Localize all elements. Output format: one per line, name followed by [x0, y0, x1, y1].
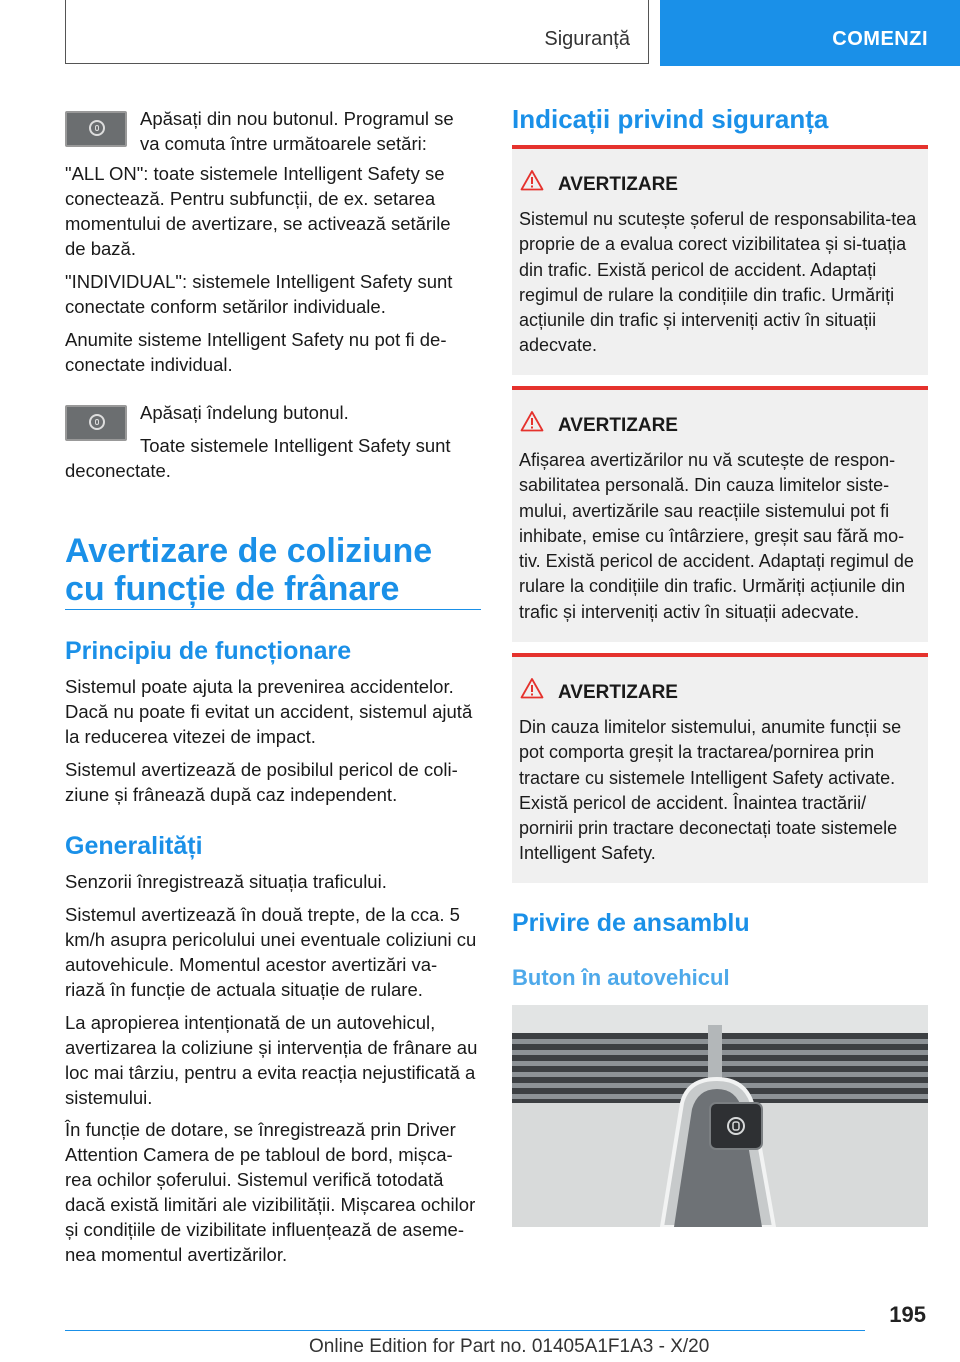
heading-rule	[65, 609, 481, 610]
section-heading: Avertizare de coliziune cu funcție de frânare	[65, 532, 433, 608]
paragraph: La apropierea intenționată de un autovehicul, avertizarea la coliziune și intervenția de frânare au loc mai târziu, pentru a evita reacția nejustificată a sistemului.	[65, 1012, 478, 1108]
warning-text: Afișarea avertizărilor nu vă scutește de respon-sabilitatea personală. Din cauza limitelor siste-mului, avertizările sau reacțiile sistemului pot fi inhibate, emise cu întârziere, greșit sau fără mo-tiv. Există pericol de accident. Adaptați regimul de rulare la condițiile din trafic. Urmăriți acțiunile din trafic și interveniți activ în situații adecvate.	[519, 450, 914, 622]
paragraph: "INDIVIDUAL": sistemele Intelligent Safety sunt conectate conform setărilor individuale.	[65, 271, 453, 317]
page-header	[0, 0, 960, 66]
paragraph: "ALL ON": toate sistemele Intelligent Safety se conectează. Pentru subfuncții, de ex. setarea momentului de avertizare, se activează setările de bază.	[65, 163, 451, 259]
warning-text: Sistemul nu scutește șoferul de responsabilita-tea proprie de a evalua corect vizibilitatea și si-tuația din trafic. Există pericol de accident. Adaptați regimul de rulare la condițiile din trafic. Urmăriți acțiunile din trafic și interveniți activ în situații adecvate.	[519, 209, 917, 356]
paragraph: Senzorii înregistrează situația traficului.	[65, 871, 387, 892]
warning-box	[512, 653, 928, 883]
paragraph: Anumite sisteme Intelligent Safety nu pot fi de-conectate individual.	[65, 329, 447, 375]
warning-title: AVERTIZARE	[558, 415, 678, 436]
footer-edition: Online Edition for Part no. 01405A1F1A3 - X/20	[309, 1336, 710, 1357]
paragraph: În funcție de dotare, se înregistrează prin Driver Attention Camera de pe tabloul de bord, mișca-rea ochilor șoferului. Sistemul verifică totodată dacă există limitări ale vizibilității. Mișcarea ochilor și condițiile de vizibilitate influențează de aseme-nea momentul avertizărilor.	[65, 1119, 476, 1265]
paragraph: Sistemul poate ajuta la prevenirea accidentelor. Dacă nu poate fi evitat un accident, sistemul ajută la reducerea vitezei de impact.	[65, 676, 473, 747]
warning-text: Din cauza limitelor sistemului, anumite funcții se pot comporta greșit la tractarea/pornirea prin tractare cu sistemele Intelligent Safety activate. Există pericol de accident. Înaintea tractării/ pornirii prin tractare deconectați toate sistemele Intelligent Safety.	[519, 717, 902, 864]
paragraph: Apăsați din nou butonul. Programul se va comuta între următoarele setări:	[140, 108, 454, 154]
warning-box	[512, 386, 928, 642]
page-number: 195	[889, 1302, 926, 1327]
warning-triangle-icon	[520, 677, 544, 699]
vehicle-button-photo	[512, 1005, 928, 1227]
safety-button-icon	[65, 111, 127, 147]
section-title: Siguranță	[544, 28, 630, 50]
footer-rule	[65, 1330, 865, 1331]
section-tab	[65, 0, 649, 64]
warning-title: AVERTIZARE	[558, 682, 678, 703]
paragraph: Sistemul avertizează în două trepte, de la cca. 5 km/h asupra pericolului unei eventuale coliziuni cu autovehicule. Momentul acestor avertizări va-riază în funcție de actuala situație de rulare.	[65, 904, 477, 1000]
subsection-heading: Principiu de funcționare	[65, 637, 352, 665]
paragraph: Sistemul avertizează de posibilul pericol de coli-ziune și frânează după caz independent.	[65, 759, 458, 805]
section-heading: Indicații privind siguranța	[512, 104, 829, 134]
chapter-title: COMENZI	[832, 28, 928, 50]
warning-triangle-icon	[520, 169, 544, 191]
warning-triangle-icon	[520, 410, 544, 432]
paragraph: Apăsați îndelung butonul.	[140, 402, 349, 423]
warning-box	[512, 145, 928, 375]
chapter-tab	[660, 0, 960, 66]
dashboard-vent-illustration	[512, 1005, 928, 1227]
warning-title: AVERTIZARE	[558, 174, 678, 195]
sub-subsection-heading: Buton în autovehicul	[512, 965, 730, 990]
subsection-heading: Privire de ansamblu	[512, 909, 750, 937]
paragraph: Toate sistemele Intelligent Safety sunt deconectate.	[65, 435, 451, 481]
subsection-heading: Generalități	[65, 832, 203, 860]
